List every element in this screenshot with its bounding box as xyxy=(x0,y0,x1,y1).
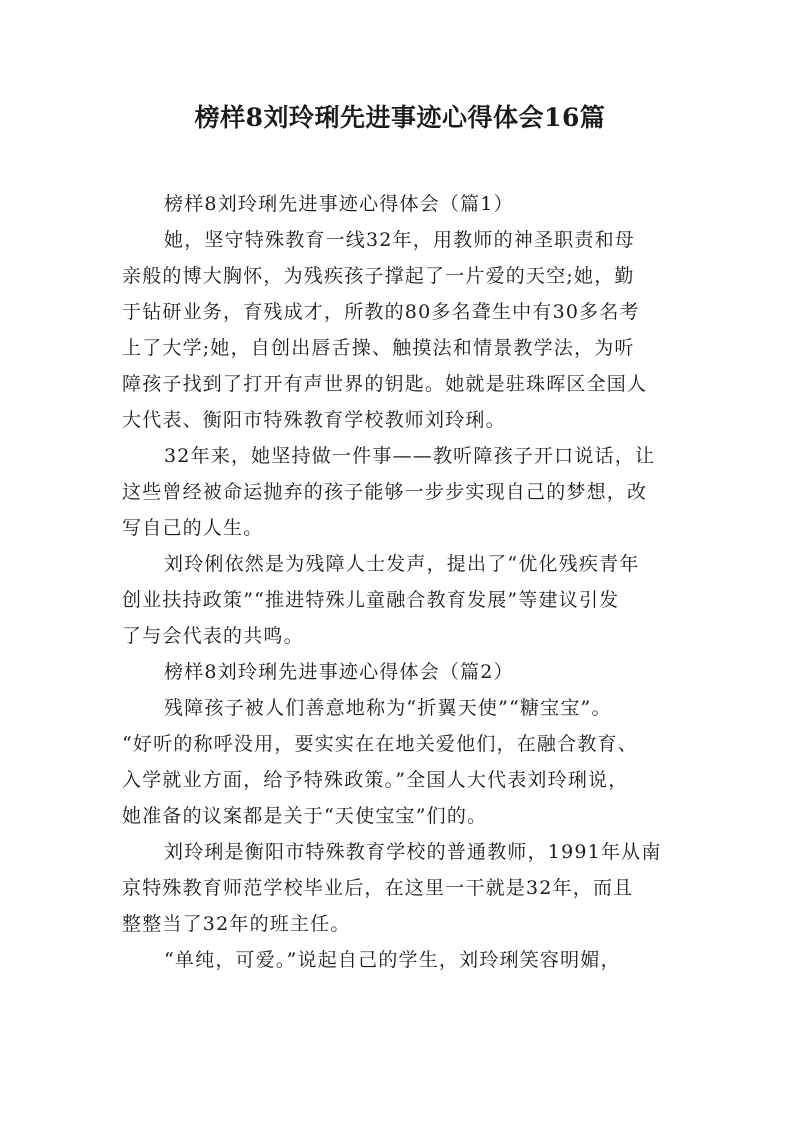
text-line: 了与会代表的共鸣。 xyxy=(122,625,304,647)
text-line: 整整当了32年的班主任。 xyxy=(122,913,351,935)
text-line: 于钻研业务，育残成才，所教的80多名聋生中有30多名考 xyxy=(122,301,640,323)
document-body xyxy=(122,186,688,978)
text-line: 创业扶持政策”“推进特殊儿童融合教育发展”等建议引发 xyxy=(122,589,620,611)
text-line: 上了大学;她，自创出唇舌操、触摸法和情景教学法，为听 xyxy=(122,337,635,359)
text-line: 刘玲琍是衡阳市特殊教育学校的普通教师，1991年从南 xyxy=(164,841,662,863)
text-line: 京特殊教育师范学校毕业后，在这里一干就是32年，而且 xyxy=(122,877,634,899)
text-line: 残障孩子被人们善意地称为“折翼天使”“糖宝宝”。 xyxy=(164,697,612,719)
text-line: 亲般的博大胸怀，为残疾孩子撑起了一片爱的天空;她，勤 xyxy=(122,265,635,287)
section-heading: 榜样8刘玲琍先进事迹心得体会（篇2） xyxy=(164,661,514,683)
text-line: 这些曾经被命运抛弃的孩子能够一步步实现自己的梦想，改 xyxy=(122,481,648,503)
text-line: 她准备的议案都是关于“天使宝宝”们的。 xyxy=(122,805,488,827)
text-line: 大代表、衡阳市特殊教育学校教师刘玲琍。 xyxy=(122,409,506,431)
text-line: 障孩子找到了打开有声世界的钥匙。她就是驻珠晖区全国人 xyxy=(122,373,648,395)
text-line: 榜样8刘玲琍先进事迹心得体会（篇1） xyxy=(164,193,514,215)
document-title: 榜样8刘玲琍先进事迹心得体会16篇 xyxy=(194,103,606,132)
text-line: 她，坚守特殊教育一线32年，用教师的神圣职责和母 xyxy=(164,229,635,251)
text-line: “单纯，可爱。”说起自己的学生，刘玲琍笑容明媚， xyxy=(164,949,621,971)
text-line: 32年来，她坚持做一件事——教听障孩子开口说话，让 xyxy=(164,445,656,467)
text-line: 写自己的人生。 xyxy=(122,517,264,539)
text-line: “好听的称呼没用，要实实在在地关爱他们，在融合教育、 xyxy=(122,733,638,755)
text-line: 刘玲俐依然是为残障人士发声，提出了“优化残疾青年 xyxy=(164,553,640,575)
text-line: 入学就业方面，给予特殊政策。”全国人大代表刘玲琍说， xyxy=(122,769,629,791)
